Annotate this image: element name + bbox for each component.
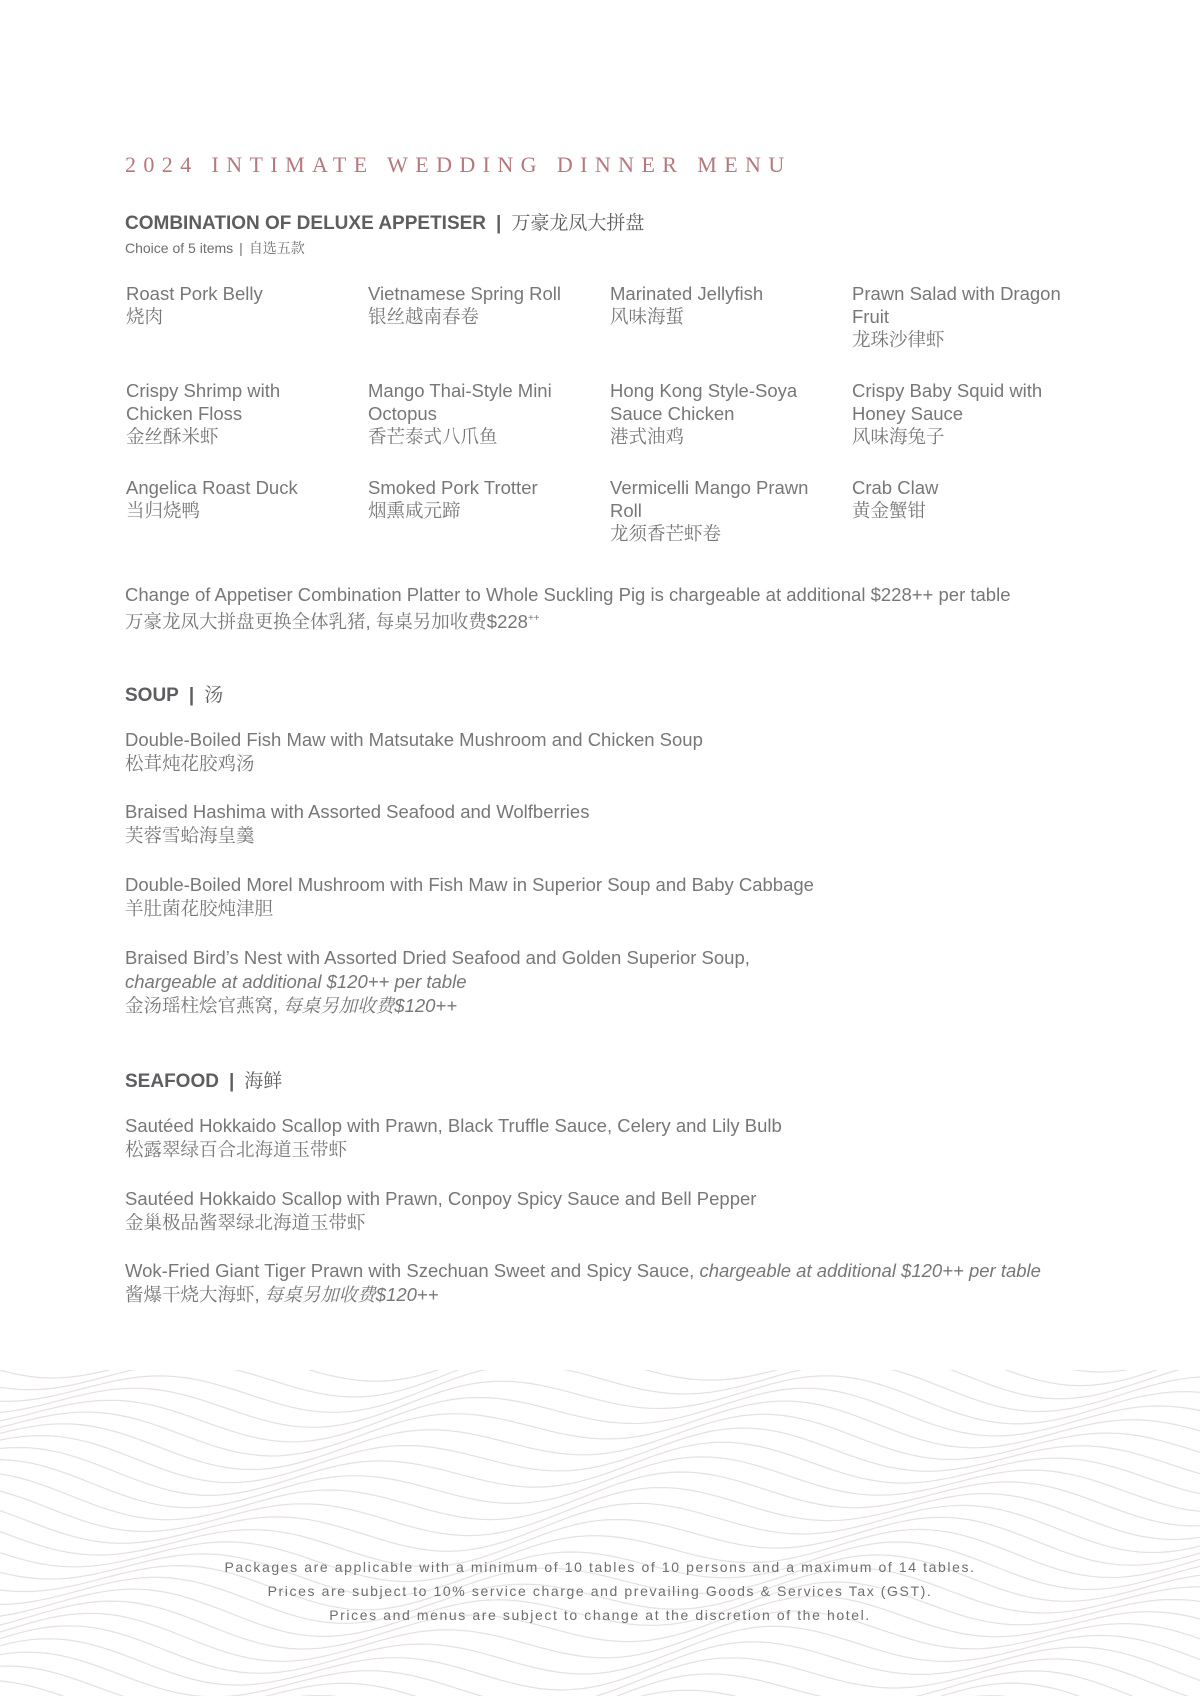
- choice-note-zh: 自选五款: [248, 240, 305, 256]
- wave-pattern-background: [0, 1370, 1200, 1696]
- appetiser-item: [852, 282, 1094, 379]
- wave-line: [0, 1457, 1200, 1512]
- wave-line: [0, 1626, 1200, 1674]
- wave-line: [0, 1376, 1200, 1428]
- seafood-item-en: Sautéed Hokkaido Scallop with Prawn, Conpoy Spicy Sauce and Bell Pepper: [125, 1188, 757, 1209]
- appetiser-item-zh: 风味海兔子: [852, 426, 945, 447]
- appetiser-item: [126, 282, 368, 379]
- seafood-premium-charge-en: chargeable at additional $120++ per table: [699, 1260, 1041, 1281]
- wave-line: [0, 1370, 1200, 1412]
- soup-premium-zh: 金汤瑶柱烩官燕窝,: [125, 995, 279, 1016]
- appetiser-item: [126, 476, 368, 573]
- choice-note-en: Choice of 5 items: [125, 240, 234, 256]
- footer-line: Packages are applicable with a minimum of 10 tables of 10 persons and a maximum of 14 tables.: [224, 1559, 976, 1575]
- upgrade-note-sup: ++: [527, 613, 540, 624]
- wave-line: [0, 1401, 1200, 1456]
- appetiser-item-en: Roast Pork Belly: [126, 283, 263, 304]
- heading-separator: |: [496, 213, 502, 234]
- soup-item-zh: 羊肚菌花胶炖津胆: [125, 898, 274, 919]
- seafood-heading-zh: 海鲜: [244, 1071, 283, 1092]
- appetiser-item-en: Crab Claw: [852, 477, 939, 498]
- soup-item-en: Double-Boiled Fish Maw with Matsutake Mushroom and Chicken Soup: [125, 729, 703, 750]
- seafood-premium-en-line: [125, 1259, 1041, 1283]
- seafood-premium-en: Wok-Fried Giant Tiger Prawn with Szechuan Sweet and Spicy Sauce,: [125, 1260, 695, 1281]
- appetiser-item-zh: 龙须香芒虾卷: [610, 523, 722, 544]
- soup-heading-en: SOUP: [125, 685, 179, 706]
- wave-line: [0, 1472, 1200, 1526]
- seafood-item-zh: 金巢极品酱翠绿北海道玉带虾: [125, 1212, 366, 1233]
- appetiser-item-zh: 烧肉: [126, 306, 164, 327]
- appetiser-heading-en: COMBINATION OF DELUXE APPETISER: [125, 213, 487, 234]
- seafood-item-en: Sautéed Hokkaido Scallop with Prawn, Black Truffle Sauce, Celery and Lily Bulb: [125, 1115, 782, 1136]
- soup-item: [125, 800, 589, 848]
- appetiser-item: [852, 379, 1094, 476]
- seafood-premium-item: [125, 1259, 1041, 1307]
- soup-heading: [125, 680, 223, 707]
- wave-line: [0, 1487, 1200, 1540]
- appetiser-item-en: Crispy Shrimp with Chicken Floss: [126, 380, 281, 424]
- soup-premium-en: Braised Bird’s Nest with Assorted Dried Seafood and Golden Superior Soup,: [125, 947, 750, 968]
- wave-line: [0, 1639, 1200, 1690]
- footer-terms: [0, 1555, 1200, 1627]
- appetiser-item-zh: 龙珠沙律虾: [852, 329, 945, 350]
- menu-title: 2024 INTIMATE WEDDING DINNER MENU: [125, 152, 792, 177]
- appetiser-upgrade-note: [125, 583, 1010, 634]
- soup-premium-item: [125, 946, 750, 1018]
- appetiser-heading-zh: 万豪龙凤大拼盘: [511, 213, 645, 234]
- soup-item: [125, 873, 814, 921]
- seafood-premium-zh: 酱爆干烧大海虾,: [125, 1284, 260, 1305]
- soup-item-zh: 芙蓉雪蛤海皇羹: [125, 825, 255, 846]
- soup-heading-zh: 汤: [204, 685, 224, 706]
- appetiser-item-zh: 黄金蟹钳: [852, 500, 927, 521]
- footer-line: Prices are subject to 10% service charge and prevailing Goods & Services Tax (GST).: [267, 1583, 933, 1599]
- appetiser-item-en: Vietnamese Spring Roll: [368, 283, 561, 304]
- appetiser-item: [852, 476, 1094, 573]
- appetiser-item-zh: 港式油鸡: [610, 426, 685, 447]
- appetiser-item-en: Vermicelli Mango Prawn Roll: [610, 477, 809, 521]
- seafood-heading-en: SEAFOOD: [125, 1071, 219, 1092]
- appetiser-item-zh: 银丝越南春卷: [368, 306, 480, 327]
- appetiser-item: [368, 379, 610, 476]
- appetiser-item-en: Angelica Roast Duck: [126, 477, 298, 498]
- wave-line: [0, 1666, 1200, 1696]
- appetiser-item-en: Crispy Baby Squid with Honey Sauce: [852, 380, 1043, 424]
- soup-premium-charge-en: chargeable at additional $120++ per table: [125, 971, 467, 992]
- appetiser-item: [368, 476, 610, 573]
- wave-line: [0, 1370, 1200, 1372]
- appetiser-item-en: Prawn Salad with Dragon Fruit: [852, 283, 1061, 327]
- soup-item-zh: 松茸炖花胶鸡汤: [125, 753, 255, 774]
- heading-separator: |: [228, 1071, 235, 1092]
- upgrade-note-en: Change of Appetiser Combination Platter to Whole Suckling Pig is chargeable at additional $228++ per table: [125, 584, 1011, 605]
- heading-separator: |: [188, 685, 195, 706]
- soup-item: [125, 728, 703, 776]
- soup-item-en: Double-Boiled Morel Mushroom with Fish Maw in Superior Soup and Baby Cabbage: [125, 874, 814, 895]
- seafood-heading: [125, 1066, 282, 1093]
- appetiser-item-zh: 风味海蜇: [610, 306, 685, 327]
- appetiser-item-zh: 烟熏咸元蹄: [368, 500, 461, 521]
- seafood-item: [125, 1114, 782, 1162]
- seafood-item-zh: 松露翠绿百合北海道玉带虾: [125, 1139, 348, 1160]
- soup-item-en: Braised Hashima with Assorted Seafood and Wolfberries: [125, 801, 590, 822]
- appetiser-heading: [125, 208, 644, 235]
- appetiser-item-en: Smoked Pork Trotter: [368, 477, 538, 498]
- appetiser-item-zh: 香芒泰式八爪鱼: [368, 426, 498, 447]
- appetiser-item-zh: 金丝酥米虾: [126, 426, 219, 447]
- choice-note-separator: |: [239, 240, 243, 256]
- wave-line: [0, 1652, 1200, 1696]
- upgrade-note-zh-line: [125, 607, 1010, 634]
- appetiser-item-en: Mango Thai-Style Mini Octopus: [368, 380, 552, 424]
- appetiser-item: [610, 476, 852, 573]
- footer-line: Prices and menus are subject to change at the discretion of the hotel.: [329, 1607, 871, 1623]
- wave-line: [0, 1370, 1200, 1386]
- appetiser-item: [126, 379, 368, 476]
- wave-line: [0, 1442, 1200, 1497]
- seafood-item: [125, 1187, 756, 1235]
- seafood-premium-charge-zh: 每桌另加收费$120++: [264, 1284, 439, 1305]
- appetiser-item-en: Hong Kong Style-Soya Sauce Chicken: [610, 380, 798, 424]
- appetiser-item-en: Marinated Jellyfish: [610, 283, 764, 304]
- appetiser-grid: [126, 282, 1126, 573]
- soup-premium-zh-line: [125, 994, 750, 1018]
- soup-premium-charge-zh: 每桌另加收费$120++: [283, 995, 458, 1016]
- upgrade-note-zh: 万豪龙凤大拼盘更换全体乳猪, 每桌另加收费$228: [125, 611, 528, 633]
- appetiser-item-zh: 当归烧鸭: [126, 500, 201, 521]
- appetiser-item: [610, 282, 852, 379]
- seafood-premium-zh-line: [125, 1283, 1041, 1307]
- appetiser-item: [610, 379, 852, 476]
- appetiser-choice-note: [125, 238, 305, 258]
- appetiser-item: [368, 282, 610, 379]
